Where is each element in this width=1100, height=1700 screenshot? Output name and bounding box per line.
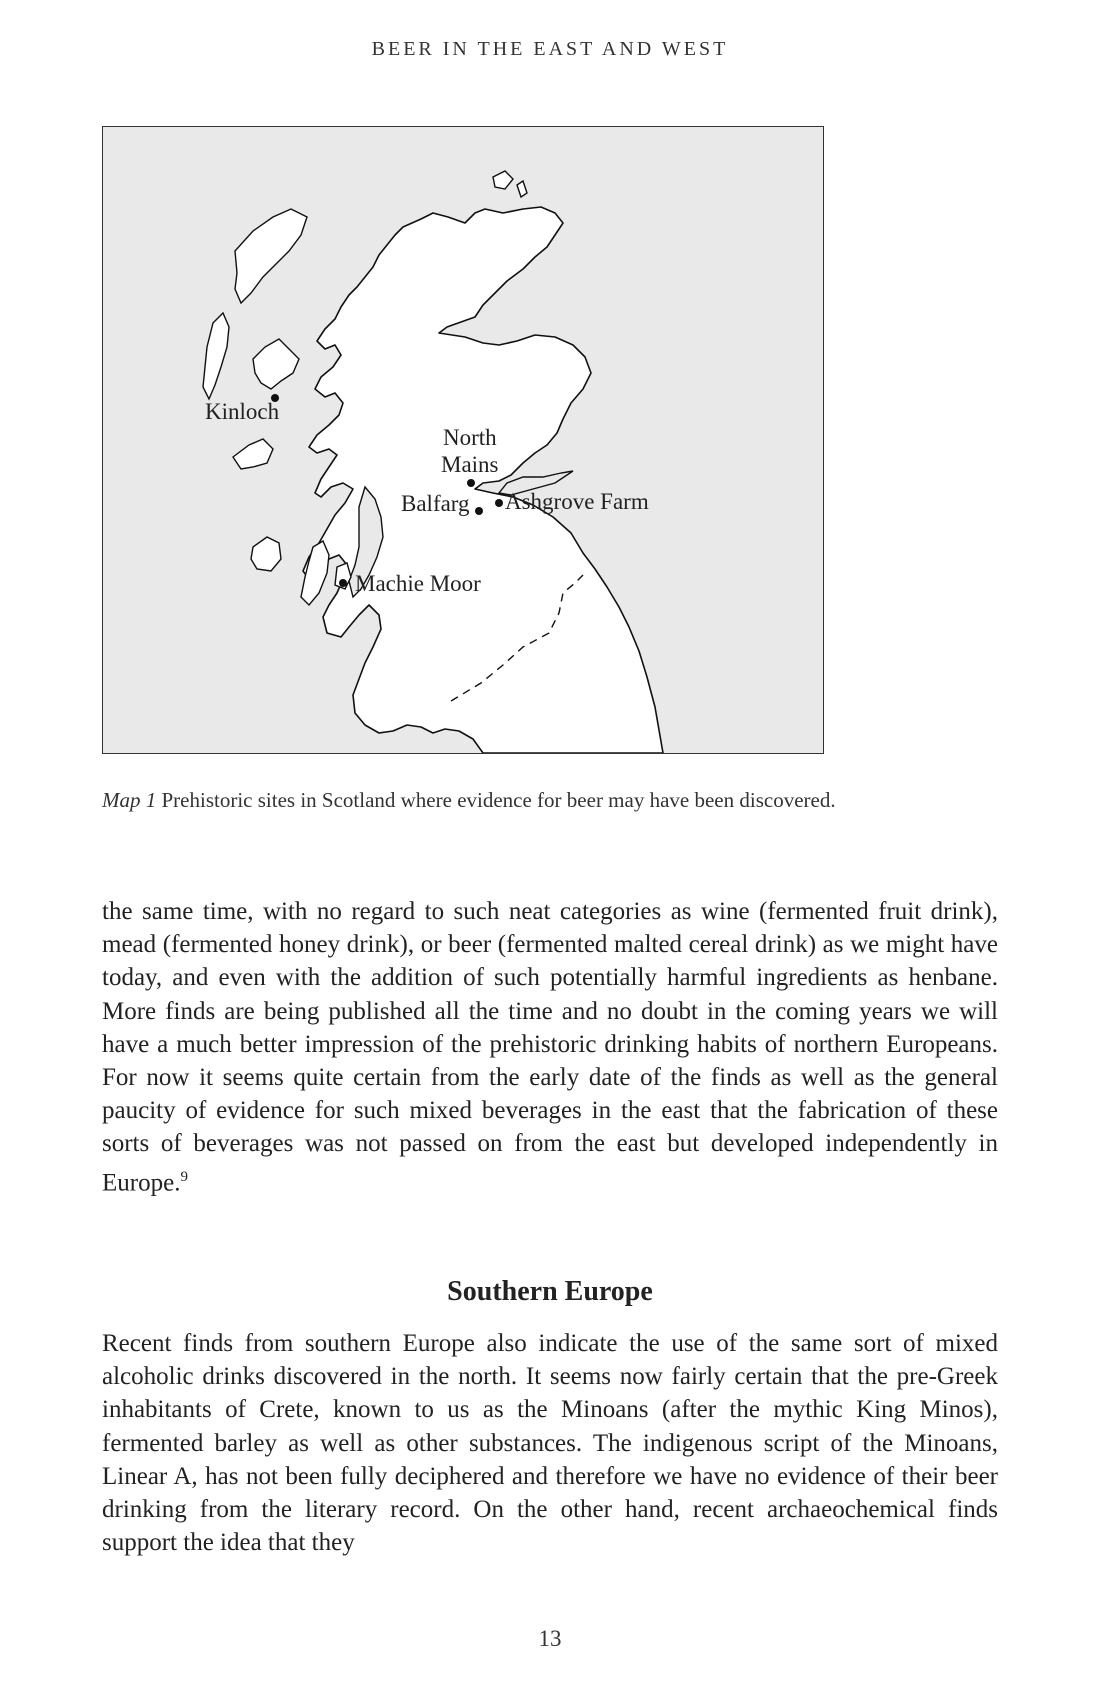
section-heading: Southern Europe (447, 1276, 653, 1307)
mainland-outline (303, 207, 663, 753)
paragraph-2: Recent finds from southern Europe also indicate the use of the same sort of mixed alcoholic drinks discovered in the north. It seems now fairly certain that the pre-Greek inhabitants of Crete, known to us as the Minoans (after the mythic King Minos), fermented barley as well as other substances. The indigenous script of the Minoans, Linear A, has not been fully deciphered and therefore we have no evidence of their beer drinking from the literary record. On the other hand, recent archaeochemical finds support the idea that they (102, 1330, 998, 1557)
uist-barra (203, 313, 229, 399)
footnote-ref: 9 (180, 1168, 188, 1185)
isle-of-mull (233, 439, 273, 469)
page-number: 13 (538, 1626, 562, 1651)
lewis-harris (235, 209, 307, 303)
caption-label: Map 1 (102, 788, 157, 812)
paragraph-1 (102, 895, 998, 1199)
map-caption (102, 786, 998, 814)
orkney-small (517, 181, 527, 197)
machie-moor-label: Machie Moor (355, 571, 481, 596)
isle-of-skye (253, 339, 299, 389)
ashgrove-farm-marker (495, 499, 503, 507)
balfarg-label: Balfarg (401, 491, 470, 516)
balfarg-marker (475, 507, 483, 515)
north-mains-label-line1: North (443, 425, 497, 450)
orkney (493, 171, 513, 189)
paragraph-1-text: the same time, with no regard to such neat categories as wine (fermented fruit drink), mead (fermented honey drink), or beer (fermented malted cereal drink) as we might have today, and even with the addition of such potentially harmful ingredients as henbane. More finds are being published all the time and no doubt in the coming years we will have a much better impression of the prehistoric drinking habits of northern Europeans. For now it seems quite certain from the early date of the finds as well as the general paucity of evidence for such mixed beverages in the east that the fabrication of these sorts of beverages was not passed on from the east but developed independently in Europe. (102, 898, 998, 1196)
map-figure (102, 126, 824, 754)
running-head: BEER IN THE EAST AND WEST (371, 38, 729, 60)
kinloch-label: Kinloch (205, 399, 280, 424)
north-mains-marker (467, 479, 475, 487)
ashgrove-farm-label: Ashgrove Farm (505, 489, 649, 514)
north-mains-label-line2: Mains (441, 452, 499, 477)
caption-text: Prehistoric sites in Scotland where evidence for beer may have been discovered. (161, 788, 836, 812)
machie-moor-marker (339, 579, 347, 587)
islay (251, 537, 281, 571)
